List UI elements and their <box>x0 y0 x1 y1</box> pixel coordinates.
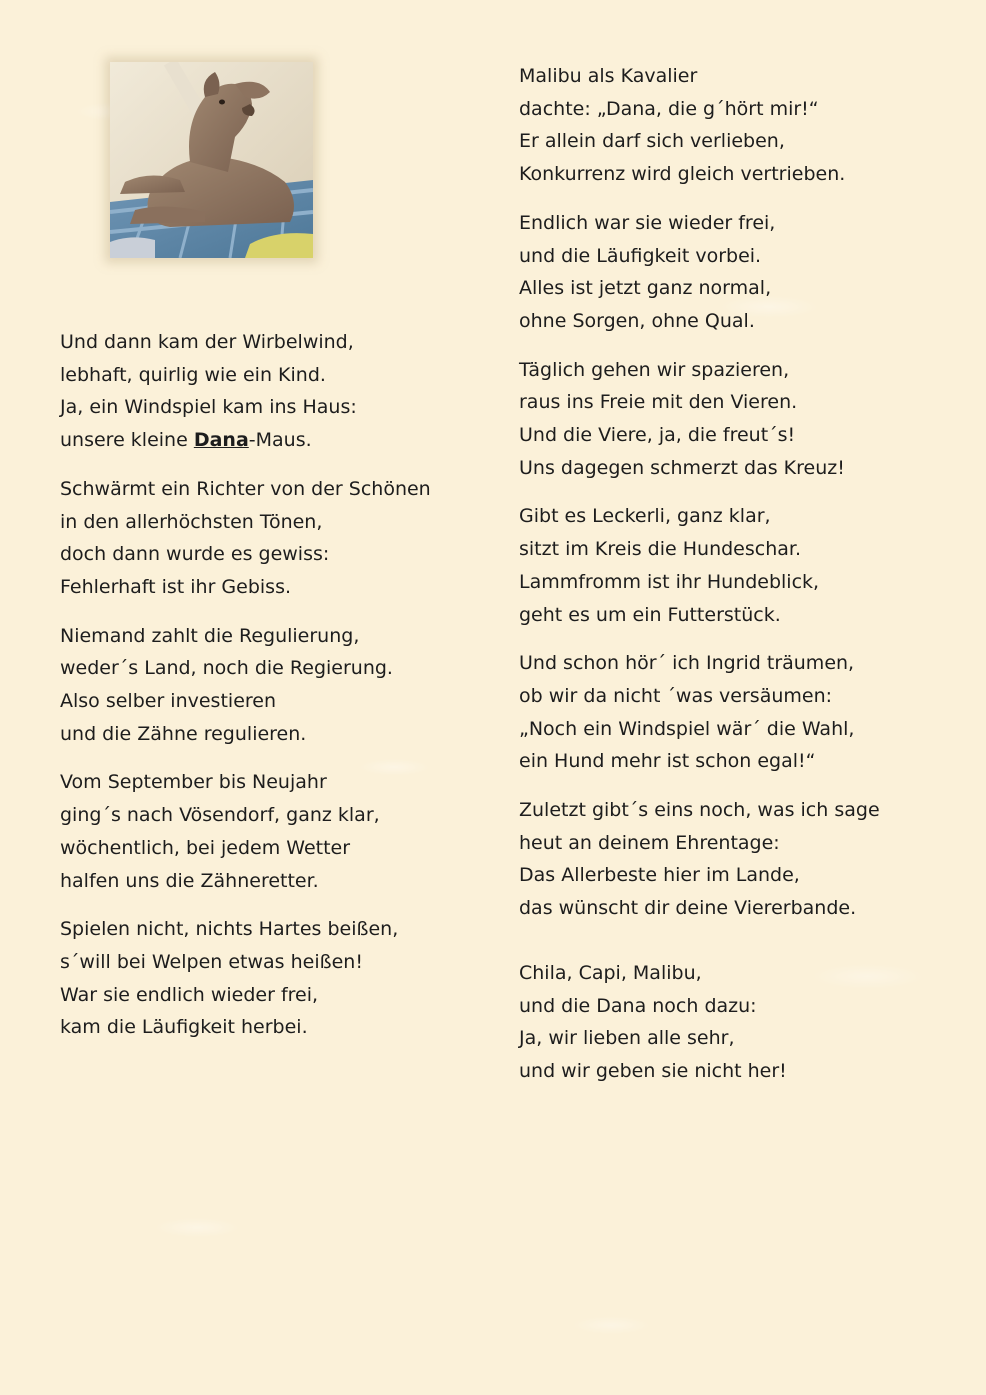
stanza <box>519 207 959 338</box>
poem-line: „Noch ein Windspiel wär´ die Wahl, <box>519 717 855 740</box>
poem-line: und die Läufigkeit vorbei. <box>519 244 762 267</box>
poem-line: ohne Sorgen, ohne Qual. <box>519 309 755 332</box>
stanza <box>519 354 959 485</box>
poem-line: Malibu als Kavalier <box>519 65 698 87</box>
line-text: unsere kleine <box>60 429 194 452</box>
poem-line: ein Hund mehr ist schon egal!“ <box>519 750 816 773</box>
poem-line: lebhaft, quirlig wie ein Kind. <box>60 363 326 386</box>
poem-line: dachte: „Dana, die g´hört mir!“ <box>519 97 819 120</box>
stanza <box>60 326 500 457</box>
poem-line: Konkurrenz wird gleich vertrieben. <box>519 163 846 186</box>
poem-line: Vom September bis Neujahr <box>60 771 327 794</box>
poem-line: Ja, wir lieben alle sehr, <box>519 1027 735 1050</box>
poem-line: s´will bei Welpen etwas heißen! <box>60 950 363 973</box>
poem-line: kam die Läufigkeit herbei. <box>60 1016 308 1039</box>
poem-line: Also selber investieren <box>60 690 277 713</box>
poem-line: und die Dana noch dazu: <box>519 994 757 1017</box>
poem-line: Schwärmt ein Richter von der Schönen <box>60 477 431 500</box>
poem-line: Ja, ein Windspiel kam ins Haus: <box>60 396 357 419</box>
poem-line: Das Allerbeste hier im Lande, <box>519 864 800 887</box>
poem-line: und die Zähne regulieren. <box>60 722 307 745</box>
poem-line: Spielen nicht, nichts Hartes beißen, <box>60 918 399 941</box>
poem-line: weder´s Land, noch die Regierung. <box>60 657 393 680</box>
poem-line: ob wir da nicht ´was versäumen: <box>519 684 833 707</box>
stanza <box>519 647 959 778</box>
poem-line <box>60 424 500 457</box>
stanza <box>519 794 959 925</box>
stanza <box>60 473 500 604</box>
stanza <box>519 500 959 631</box>
poem-line: Lammfromm ist ihr Hundeblick, <box>519 570 820 593</box>
poem-line: Niemand zahlt die Regulierung, <box>60 624 360 647</box>
stanza <box>519 957 959 1088</box>
poem-line: Endlich war sie wieder frei, <box>519 211 776 234</box>
stanza <box>60 913 500 1044</box>
poem-line: Und die Viere, ja, die freut´s! <box>519 424 796 447</box>
dog-photo <box>110 62 313 258</box>
poem-line: wöchentlich, bei jedem Wetter <box>60 836 351 859</box>
poem-line: Zuletzt gibt´s eins noch, was ich sage <box>519 799 880 822</box>
poem-line: Gibt es Leckerli, ganz klar, <box>519 505 771 528</box>
poem-line: doch dann wurde es gewiss: <box>60 543 330 566</box>
poem-line: in den allerhöchsten Tönen, <box>60 510 323 533</box>
poem-line: Und schon hör´ ich Ingrid träumen, <box>519 652 855 675</box>
poem-line: geht es um ein Futterstück. <box>519 603 781 626</box>
poem-right-column <box>519 60 959 1104</box>
poem-line: Täglich gehen wir spazieren, <box>519 358 790 381</box>
poem-line: War sie endlich wieder frei, <box>60 983 319 1006</box>
poem-line: Chila, Capi, Malibu, <box>519 961 702 984</box>
poem-line: sitzt im Kreis die Hundeschar. <box>519 538 802 561</box>
poem-left-column <box>60 326 500 1060</box>
stanza <box>519 60 959 191</box>
poem-line: Fehlerhaft ist ihr Gebiss. <box>60 575 292 598</box>
line-text: -Maus. <box>248 429 312 452</box>
stanza <box>60 620 500 751</box>
dana-emphasis: Dana <box>193 429 249 452</box>
poem-line: halfen uns die Zähneretter. <box>60 869 319 892</box>
poem-line: und wir geben sie nicht her! <box>519 1059 787 1082</box>
poem-line: das wünscht dir deine Viererbande. <box>519 897 857 920</box>
poem-line: Er allein darf sich verlieben, <box>519 130 785 153</box>
poem-line: Uns dagegen schmerzt das Kreuz! <box>519 456 845 479</box>
poem-line: Alles ist jetzt ganz normal, <box>519 277 772 300</box>
poem-line: Und dann kam der Wirbelwind, <box>60 331 354 353</box>
poem-line: raus ins Freie mit den Vieren. <box>519 391 798 414</box>
poem-line: ging´s nach Vösendorf, ganz klar, <box>60 804 380 827</box>
stanza <box>60 766 500 897</box>
poem-line: heut an deinem Ehrentage: <box>519 831 780 854</box>
